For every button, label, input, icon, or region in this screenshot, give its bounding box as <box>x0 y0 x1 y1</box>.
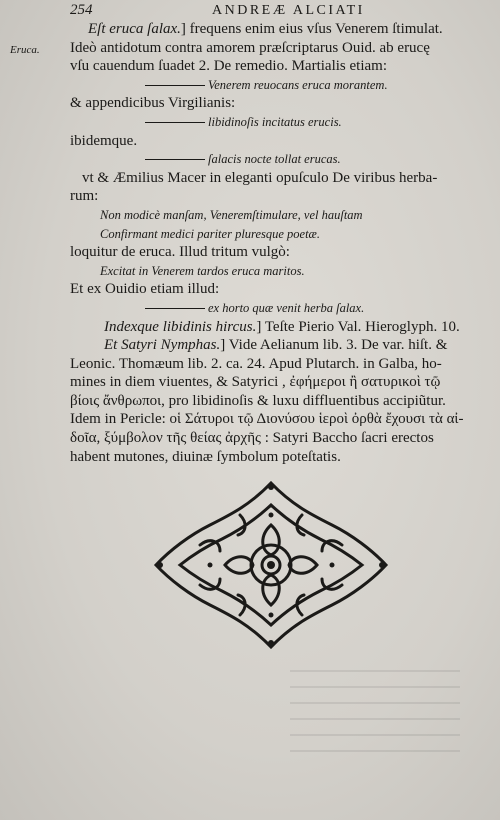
text-line: vt & Æmilius Macer in eleganti opuſculo De viribus herba- <box>82 169 438 186</box>
text-line: rum: <box>70 188 99 205</box>
verse-line: Non modicè manſam, Veneremſtimulare, vel hauſtam <box>100 207 363 222</box>
verse-line: Confirmant medici pariter pluresque poetæ. <box>100 226 321 241</box>
text-line: mines in diem viuentes, & Satyrici , ἐφήμεροι ἢ σατυρικοὶ τῷ <box>70 374 441 391</box>
text-line: habent mutones, diuinæ ſymbolum poteſtatis. <box>70 448 341 465</box>
text-line: Idem in Pericle: οἱ Σάτυροι τῷ Διονύσου ἱεροὶ ὀρθὰ ἔχουσι τὰ αἰ- <box>70 411 464 428</box>
quote-line: Venerem reuocans eruca morantem. <box>70 76 490 95</box>
ornament-icon <box>150 475 392 655</box>
text-line: Leonic. Thomæum lib. 2. ca. 24. Apud Plutarch. in Galba, ho- <box>70 355 442 372</box>
quote-line: libidinoſis incitatus erucis. <box>70 113 490 132</box>
text-line: ibidemque. <box>70 132 138 149</box>
running-head: ANDREÆ ALCIATI <box>212 3 365 18</box>
quote-line: ex horto quæ venit herba ſalax. <box>70 299 490 318</box>
show-through-texture <box>290 670 460 790</box>
text-line: vſu cauendum ſuadet 2. De remedio. Martialis etiam: <box>70 58 387 75</box>
text-line: Et ex Ouidio etiam illud: <box>70 281 220 298</box>
verse-line: Excitat in Venerem tardos eruca maritos. <box>100 263 305 278</box>
page-number: 254 <box>70 2 93 18</box>
text-line: loquitur de eruca. Illud tritum vulgò: <box>70 244 290 261</box>
text-line: Ideò antidotum contra amorem præſcriptarus Ouid. ab erucę <box>70 39 430 56</box>
text-line: Et Satyri Nymphas.] Vide Aelianum lib. 3. De var. hiſt. & <box>104 337 448 354</box>
text-line: Eſt eruca ſalax.] frequens enim eius vſus Venerem ſtimulat. <box>88 21 443 37</box>
text-line: Indexque libidinis hircus.] Teſte Pierio Val. Hieroglyph. 10. <box>104 318 460 335</box>
text-line: & appendicibus Virgilianis: <box>70 95 236 112</box>
margin-note: Eruca. <box>10 44 40 56</box>
text-block <box>70 20 490 466</box>
quote-line: ſalacis nocte tollat erucas. <box>70 150 490 169</box>
text-line: βίοις ἄνθρωποι, pro libidinoſis & luxu diffluentibus accipiũtur. <box>70 392 446 409</box>
text-line: δοῖα, ξύμβολον τῆς θείας ἀρχῆς : Satyri Baccho ſacri erectos <box>70 430 434 447</box>
